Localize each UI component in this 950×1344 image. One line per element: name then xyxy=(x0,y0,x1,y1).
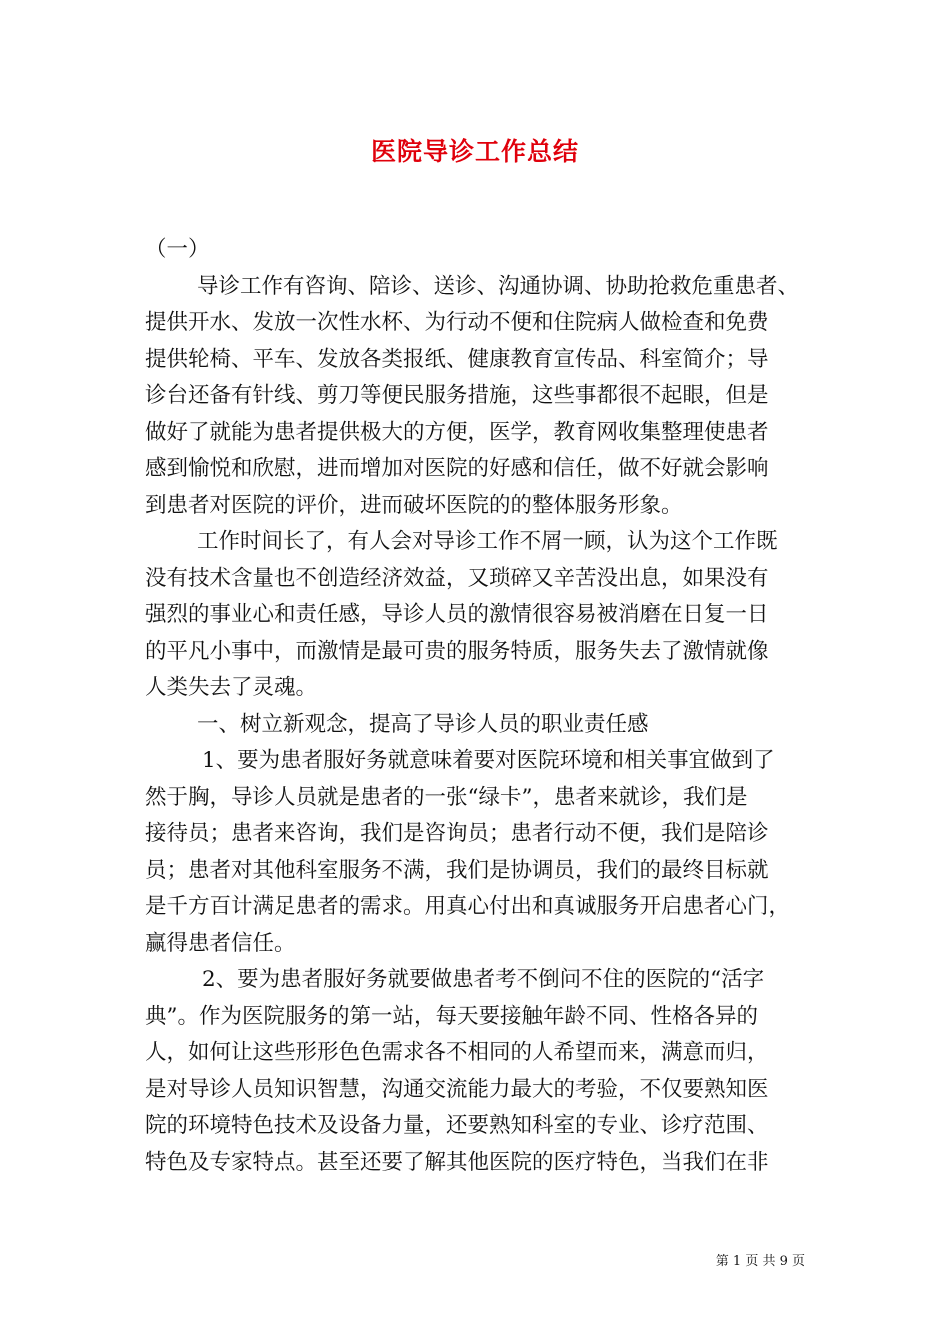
document-body xyxy=(145,232,817,1181)
text-line: 院的环境特色技术及设备力量，还要熟知科室的专业、诊疗范围、 xyxy=(145,1113,769,1138)
text-line: 强烈的事业心和责任感，导诊人员的激情很容易被消磨在日复一日 xyxy=(145,602,769,627)
text-line: 导诊工作有咨询、陪诊、送诊、沟通协调、协助抢救危重患者、 xyxy=(197,273,800,299)
text-line: 特色及专家特点。甚至还要了解其他医院的医疗特色，当我们在非 xyxy=(145,1149,769,1175)
text-line: 1、要为患者服好务就意味着要对医院环境和相关事宜做到了 xyxy=(202,748,775,773)
text-line: 人，如何让这些形形色色需求各不相同的人希望而来，满意而归， xyxy=(145,1040,769,1065)
text-line: 提供开水、发放一次性水杯、为行动不便和住院病人做检查和免费 xyxy=(145,310,769,335)
text-line: 赢得患者信任。 xyxy=(145,930,296,956)
text-line: 做好了就能为患者提供极大的方便，医学，教育网收集整理使患者 xyxy=(145,419,769,445)
text-line: 典”。作为医院服务的第一站，每天要接触年龄不同、性格各异的 xyxy=(145,1003,758,1029)
text-line: 是对导诊人员知识智慧，沟通交流能力最大的考验，不仅要熟知医 xyxy=(145,1076,769,1102)
text-line: 然于胸，导诊人员就是患者的一张“绿卡”，患者来就诊，我们是 xyxy=(145,784,748,810)
text-line: 提供轮椅、平车、发放各类报纸、健康教育宣传品、科室简介；导 xyxy=(145,346,769,372)
document-title: 医院导诊工作总结 xyxy=(370,137,579,166)
page-footer: 第 1 页 共 9 页 xyxy=(715,1254,805,1269)
paragraph-lines xyxy=(145,269,817,1182)
text-line: 接待员；患者来咨询，我们是咨询员；患者行动不便，我们是陪诊 xyxy=(145,821,769,846)
text-line: 一、树立新观念，提高了导诊人员的职业责任感 xyxy=(197,711,649,737)
text-line: 2、要为患者服好务就要做患者考不倒问不住的医院的“活字 xyxy=(202,967,765,992)
text-line: 员；患者对其他科室服务不满，我们是协调员，我们的最终目标就 xyxy=(145,857,769,883)
text-line: 没有技术含量也不创造经济效益，又琐碎又辛苦没出息，如果没有 xyxy=(145,565,769,591)
section-marker: （一） xyxy=(145,237,210,262)
text-line: 的平凡小事中，而激情是最可贵的服务特质，服务失去了激情就像 xyxy=(145,638,769,664)
text-line: 人类失去了灵魂。 xyxy=(145,675,318,700)
text-line: 到患者对医院的评价，进而破坏医院的的整体服务形象。 xyxy=(145,492,683,518)
text-line: 诊台还备有针线、剪刀等便民服务措施，这些事都很不起眼，但是 xyxy=(145,383,769,408)
text-line: 是千方百计满足患者的需求。用真心付出和真诚服务开启患者心门， xyxy=(145,894,791,919)
text-line: 工作时间长了，有人会对导诊工作不屑一顾，认为这个工作既 xyxy=(197,529,778,554)
text-line: 感到愉悦和欣慰，进而增加对医院的好感和信任，做不好就会影响 xyxy=(145,456,769,481)
